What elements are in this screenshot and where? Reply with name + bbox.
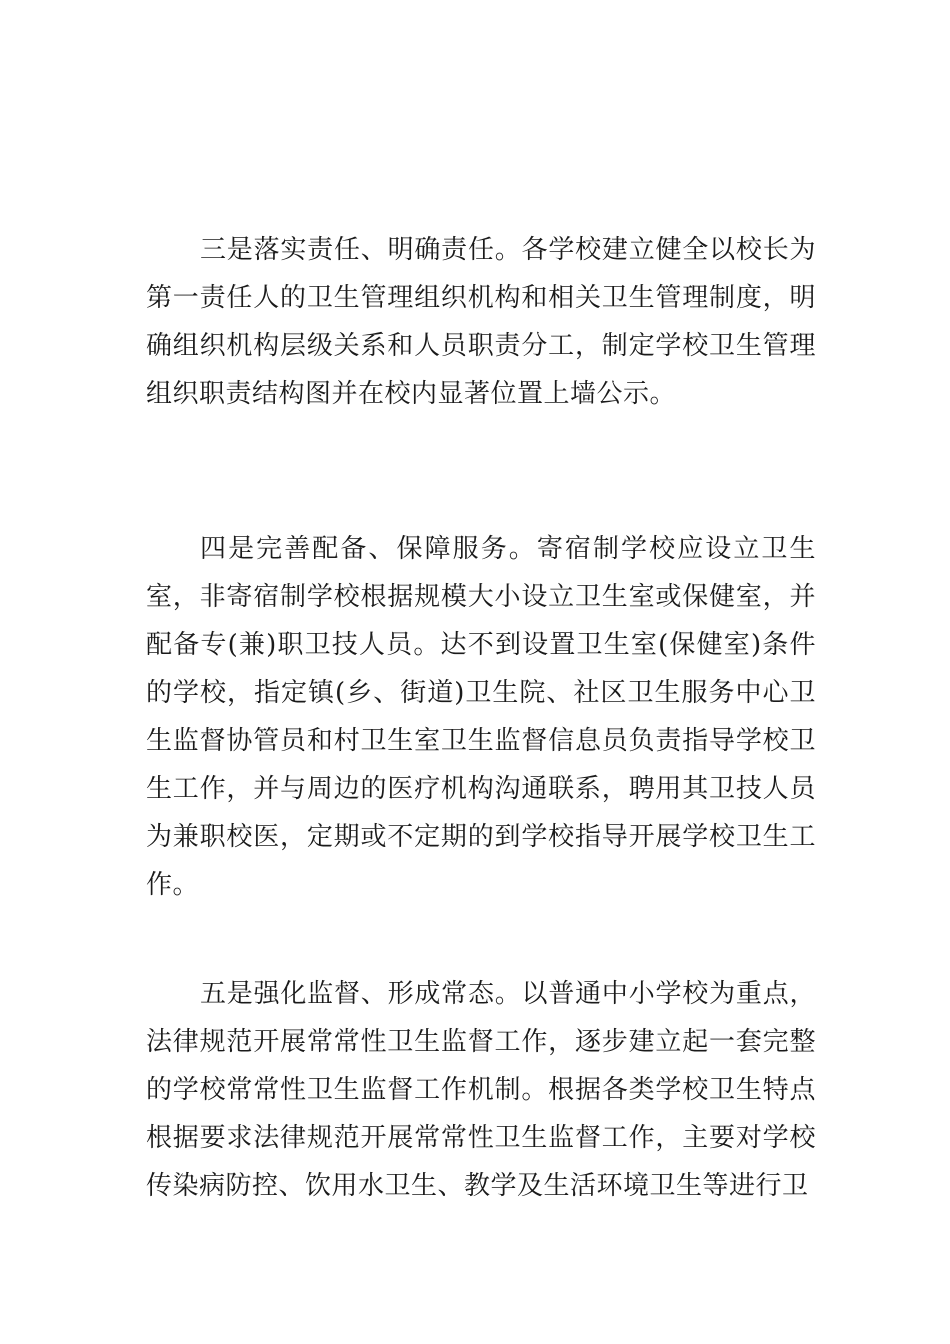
paragraph-staffing-services: 四是完善配备、保障服务。寄宿制学校应设立卫生室，非寄宿制学校根据规模大小设立卫生室或保健室，并配备专(兼)职卫技人员。达不到设置卫生室(保健室)条件的学校，指定镇(乡、街道)卫生院、社区卫生服务中心卫生监督协管员和村卫生室卫生监督信息员负责指导学校卫生工作，并与周边的医疗机构沟通联系，聘用其卫技人员为兼职校医，定期或不定期的到学校指导开展学校卫生工作。 (146, 534, 816, 900)
paragraph-supervision: 五是强化监督、形成常态。以普通中小学校为重点，法律规范开展常常性卫生监督工作，逐步建立起一套完整的学校常常性卫生监督工作机制。根据各类学校卫生特点根据要求法律规范开展常常性卫生监督工作，主要对学校传染病防控、饮用水卫生、教学及生活环境卫生等进行卫 (146, 979, 816, 1201)
paragraph-responsibility: 三是落实责任、明确责任。各学校建立健全以校长为第一责任人的卫生管理组织机构和相关卫生管理制度，明确组织机构层级关系和人员职责分工，制定学校卫生管理组织职责结构图并在校内显著位置上墙公示。 (146, 235, 816, 409)
